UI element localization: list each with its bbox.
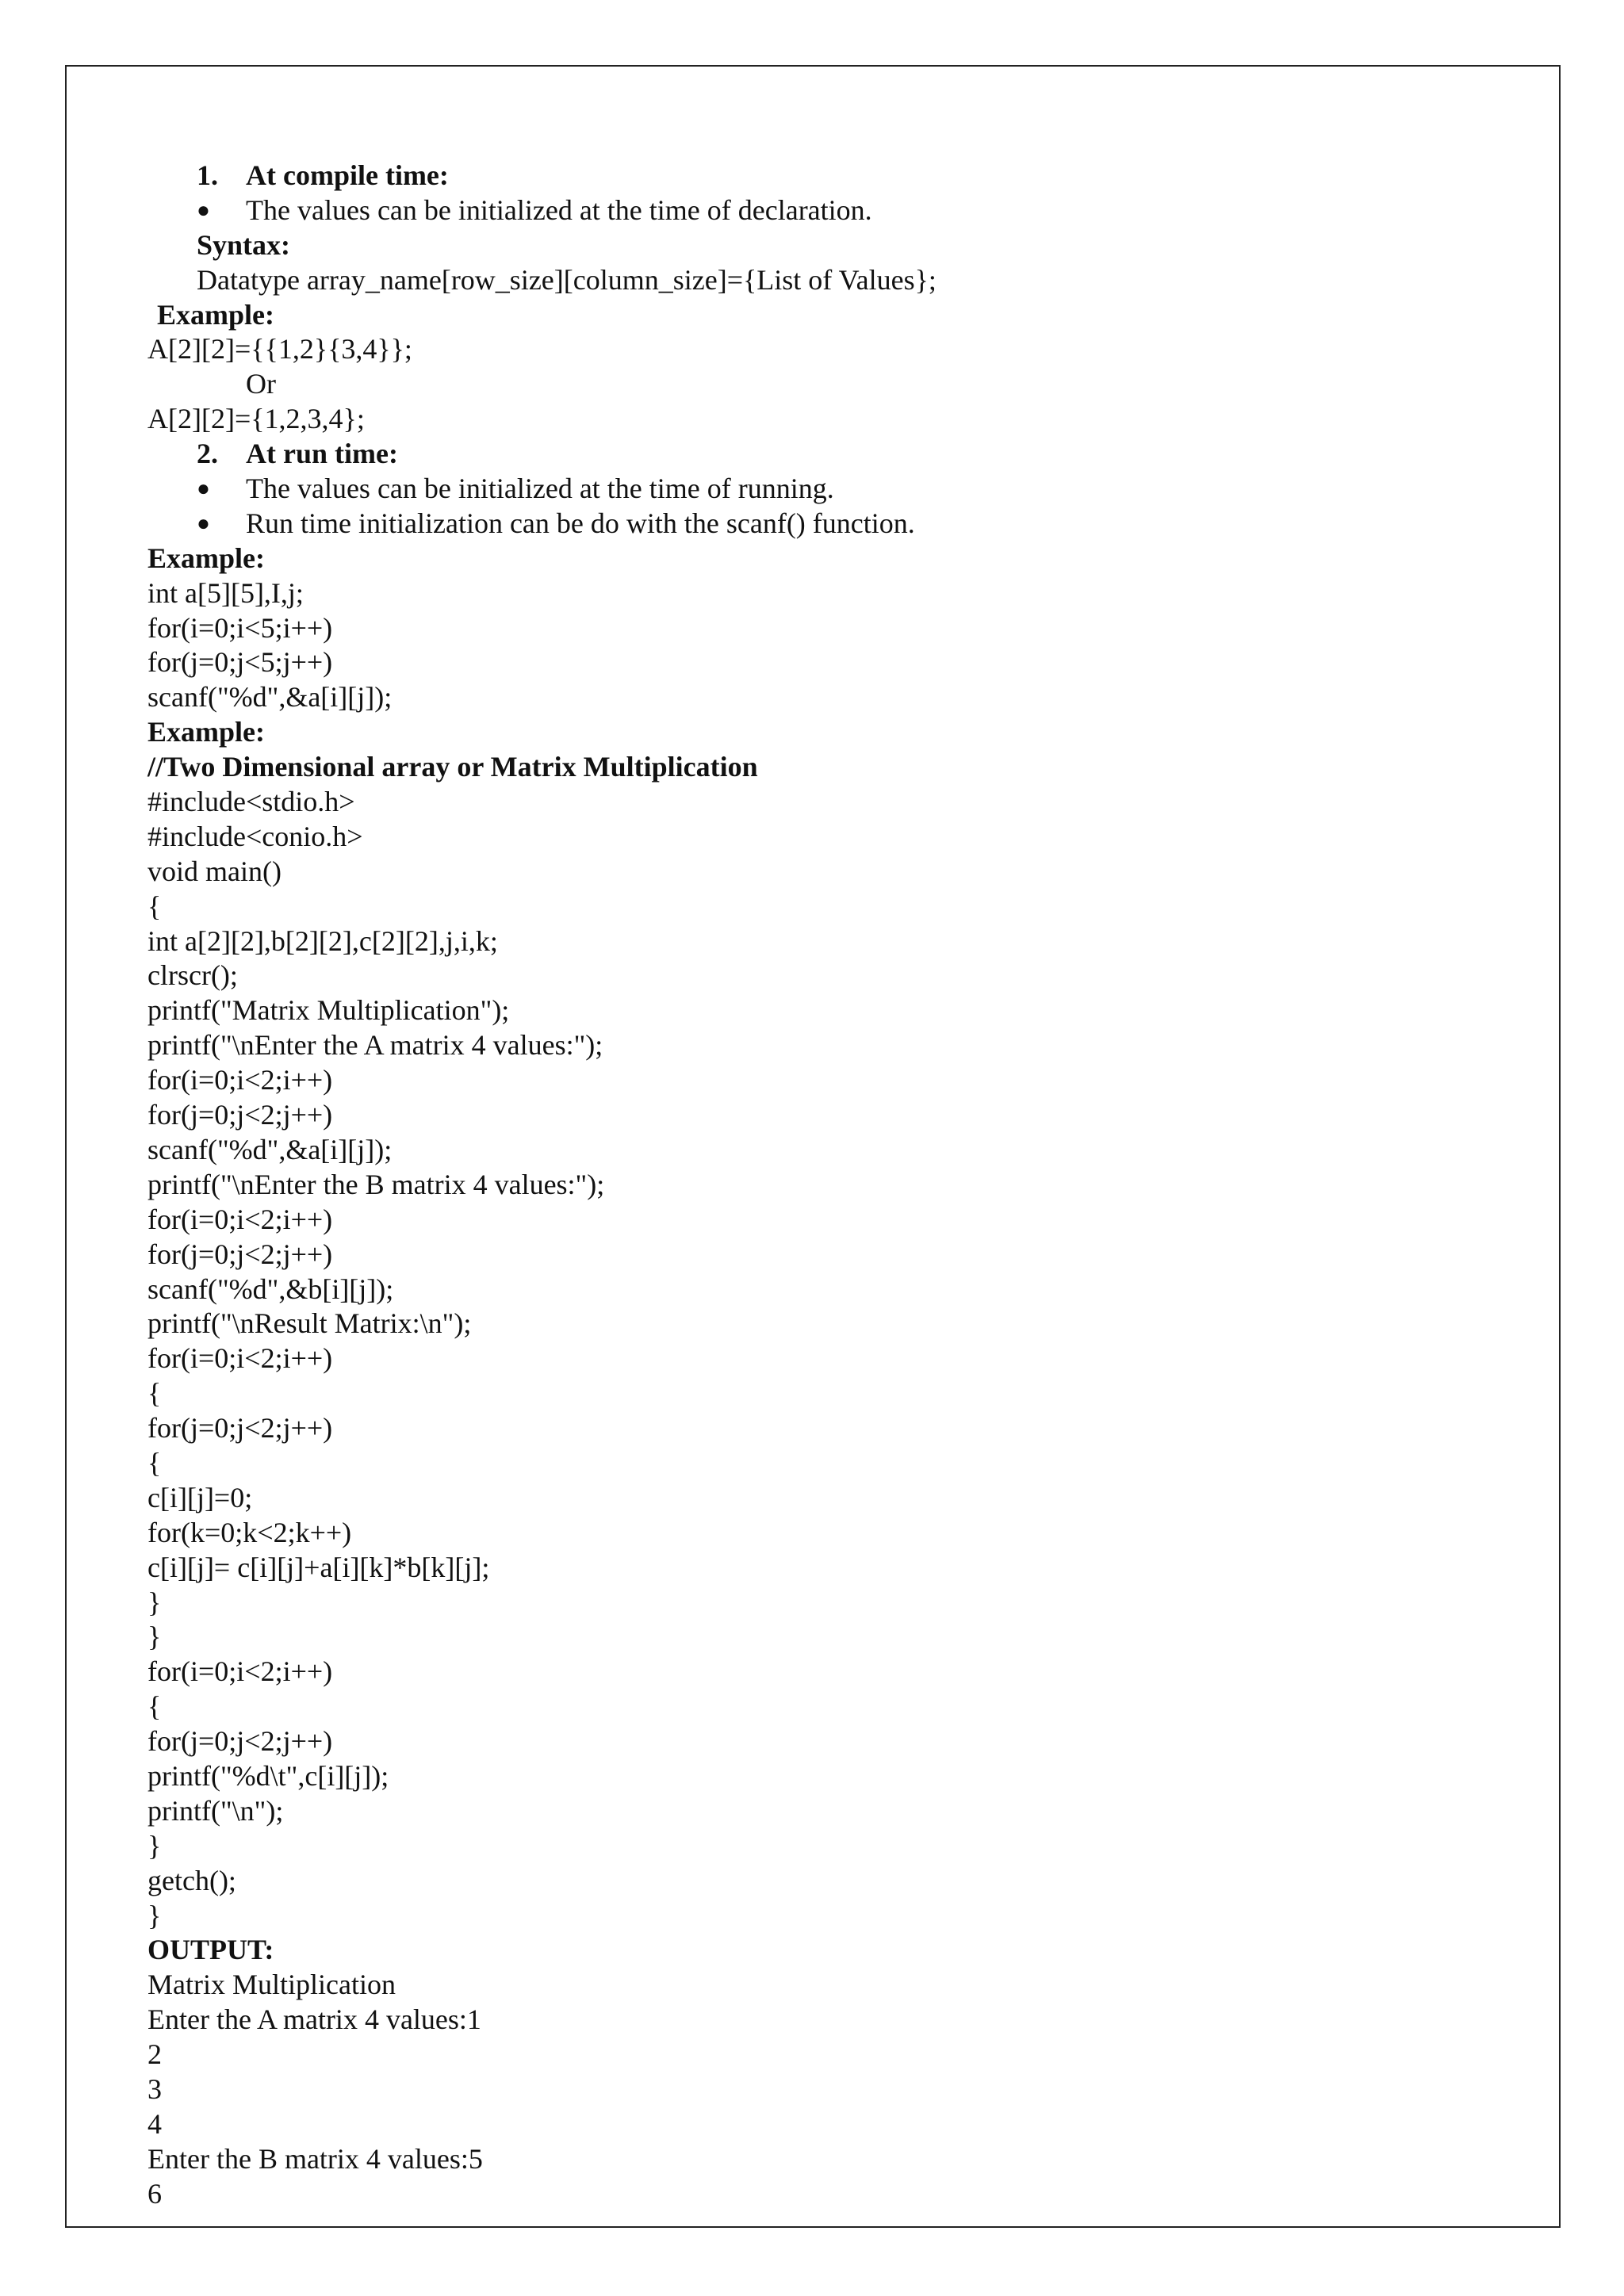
code-line: int a[5][5],I,j; [147, 576, 304, 609]
code-line: printf("\n"); [147, 1794, 284, 1827]
section-heading-compile-time: 1. At compile time: [197, 159, 449, 191]
code-line: for(j=0;j<2;j++) [147, 1238, 333, 1270]
bullet-icon: ● [197, 476, 210, 501]
output-line: 4 [147, 2107, 162, 2140]
code-line: void main() [147, 855, 282, 887]
code-line: } [147, 1621, 162, 1653]
bullet-icon: ● [197, 197, 210, 223]
code-line: printf("%d\t",c[i][j]); [147, 1759, 389, 1792]
syntax-label: Syntax: [197, 228, 291, 261]
code-line: int a[2][2],b[2][2],c[2][2],j,i,k; [147, 924, 498, 957]
bullet-item: ● The values can be initialized at the time of declaration. [147, 193, 1496, 228]
code-line: } [147, 1586, 162, 1618]
code-line: for(k=0;k<2;k++) [147, 1516, 352, 1548]
program-comment: //Two Dimensional array or Matrix Multiplication [147, 751, 758, 783]
code-line: scanf("%d",&a[i][j]); [147, 1133, 393, 1165]
output-label: OUTPUT: [147, 1934, 274, 1966]
code-line: scanf("%d",&a[i][j]); [147, 681, 393, 714]
bullet-item: ● Run time initialization can be do with the scanf() function. [147, 507, 1496, 541]
bullet-icon: ● [197, 511, 210, 536]
output-line: Matrix Multiplication [147, 1969, 396, 2001]
example-label: Example: [147, 541, 265, 574]
bullet-item: ● The values can be initialized at the time of running. [147, 472, 1496, 507]
code-line: for(j=0;j<2;j++) [147, 1725, 333, 1758]
code-line: { [147, 890, 162, 922]
code-line: } [147, 1899, 162, 1931]
code-line: } [147, 1829, 162, 1862]
code-line: for(i=0;i<2;i++) [147, 1064, 333, 1096]
code-line: c[i][j]= c[i][j]+a[i][k]*b[k][j]; [147, 1551, 490, 1583]
code-line: c[i][j]=0; [147, 1481, 253, 1513]
document-body [147, 159, 1496, 2212]
code-line: { [147, 1446, 162, 1479]
output-line: Enter the B matrix 4 values:5 [147, 2142, 483, 2175]
code-line: printf("\nResult Matrix:\n"); [147, 1307, 472, 1340]
output-line: 2 [147, 2038, 162, 2071]
section-heading-run-time: 2. At run time: [197, 438, 398, 470]
code-line: for(i=0;i<2;i++) [147, 1655, 333, 1688]
code-line: { [147, 1377, 162, 1410]
code-line: #include<conio.h> [147, 820, 363, 852]
code-line: clrscr(); [147, 959, 238, 992]
code-line: A[2][2]={1,2,3,4}; [147, 403, 365, 435]
code-line: #include<stdio.h> [147, 786, 355, 818]
example-label: Example: [157, 298, 274, 331]
output-line: 6 [147, 2177, 162, 2210]
syntax-line: Datatype array_name[row_size][column_size]={List of Values}; [197, 263, 936, 296]
code-line: for(i=0;i<5;i++) [147, 611, 333, 644]
code-line: for(j=0;j<5;j++) [147, 646, 333, 679]
code-line: printf("\nEnter the B matrix 4 values:"); [147, 1168, 605, 1200]
or-text: Or [246, 368, 276, 400]
code-line: scanf("%d",&b[i][j]); [147, 1272, 394, 1305]
code-line: for(i=0;i<2;i++) [147, 1203, 333, 1235]
code-line: { [147, 1690, 162, 1723]
code-line: A[2][2]={{1,2}{3,4}}; [147, 333, 412, 365]
output-line: Enter the A matrix 4 values:1 [147, 2003, 481, 2036]
example-label: Example: [147, 716, 265, 748]
code-line: getch(); [147, 1864, 236, 1896]
code-line: for(j=0;j<2;j++) [147, 1412, 333, 1445]
code-line: printf("\nEnter the A matrix 4 values:"); [147, 1029, 603, 1062]
code-line: for(j=0;j<2;j++) [147, 1099, 333, 1131]
code-line: for(i=0;i<2;i++) [147, 1342, 333, 1375]
code-line: printf("Matrix Multiplication"); [147, 994, 510, 1027]
output-line: 3 [147, 2072, 162, 2105]
